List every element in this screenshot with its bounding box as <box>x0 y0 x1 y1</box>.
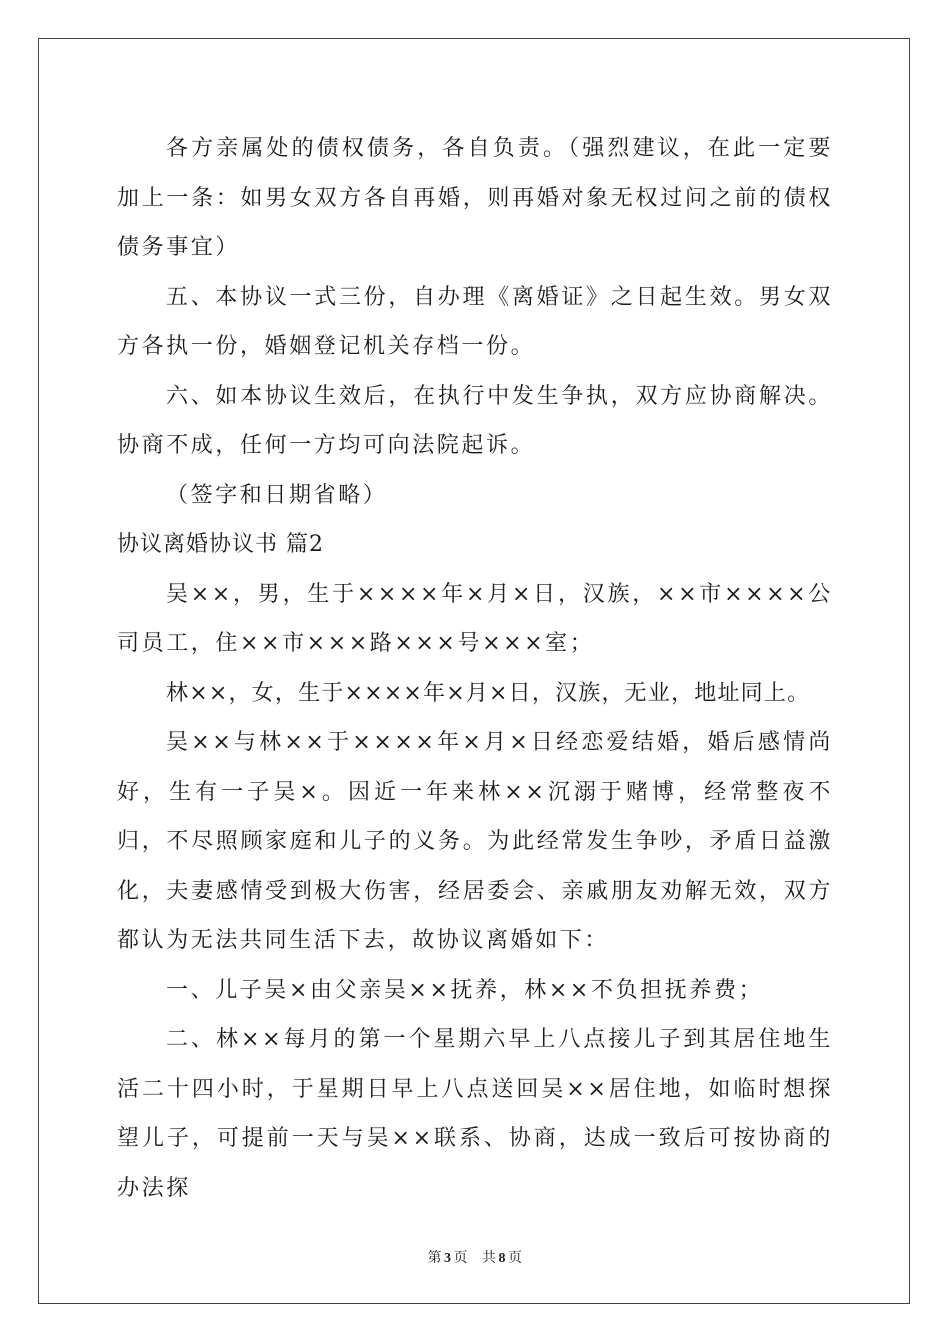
paragraph-article-6: 六、如本协议生效后，在执行中发生争执，双方应协商解决。协商不成，任何一方均可向法院起诉。 <box>117 383 833 458</box>
paragraph-item-2: 二、林××每月的第一个星期六早上八点接儿子到其居住地生活二十四小时，于星期日早上八点送回吴××居住地，如临时想探望儿子，可提前一天与吴××联系、协商，达成一致后可按协商的办法探 <box>117 1027 833 1201</box>
paragraph-item-1: 一、儿子吴×由父亲吴××抚养，林××不负担抚养费； <box>166 977 764 1003</box>
page-prefix: 第 <box>427 1250 442 1266</box>
total-pages: 8 <box>498 1251 506 1266</box>
page-footer <box>0 1247 950 1267</box>
page-suffix: 页 <box>453 1250 468 1266</box>
total-prefix: 共 <box>482 1250 497 1266</box>
paragraph-article-5: 五、本协议一式三份，自办理《离婚证》之日起生效。男女双方各执一份，婚姻登记机关存档一份。 <box>117 284 833 359</box>
paragraph-signature-note: （签字和日期省略） <box>166 482 388 508</box>
section-heading: 协议离婚协议书 篇2 <box>117 532 324 557</box>
paragraph-debts: 各方亲属处的债权债务，各自负责。（强烈建议，在此一定要加上一条：如男女双方各自再婚，则再婚对象无权过问之前的债权债务事宜） <box>117 136 833 260</box>
paragraph-background: 吴××与林××于××××年×月×日经恋爱结婚，婚后感情尚好，生有一子吴×。因近一年来林××沉溺于赌博，经常整夜不归，不尽照顾家庭和儿子的义务。为此经常发生争吵，矛盾日益激化，夫妻感情受到极大伤害，经居委会、亲戚朋友劝解无效，双方都认为无法共同生活下去，故协议离婚如下： <box>117 730 833 953</box>
document-body <box>117 124 833 1213</box>
total-suffix: 页 <box>508 1250 523 1266</box>
paragraph-party-male: 吴××，男，生于××××年×月×日，汉族，××市××××公司员工，住××市×××路×××号×××室； <box>117 581 833 656</box>
paragraph-party-female: 林××，女，生于××××年×月×日，汉族，无业，地址同上。 <box>166 680 811 706</box>
page-number: 3 <box>444 1251 452 1266</box>
